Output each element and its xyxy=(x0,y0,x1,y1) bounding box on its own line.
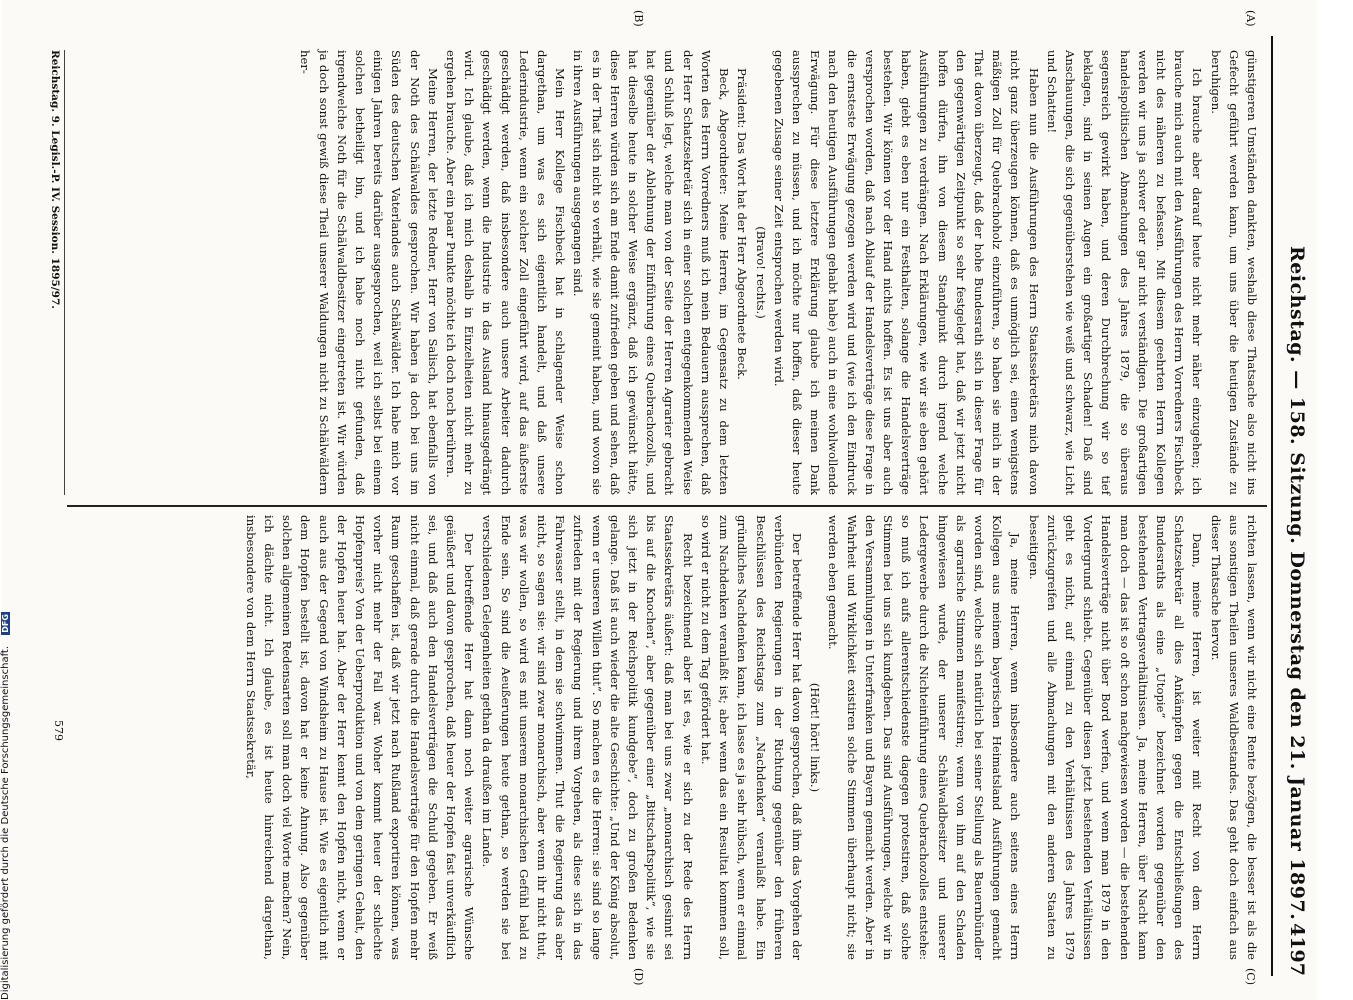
page-header-number: 4197 xyxy=(1286,923,1308,976)
column-divider xyxy=(67,505,1267,507)
left-column xyxy=(296,50,1261,495)
paragraph: Der betreffende Herr hat dann noch weiter agrarische Wünsche geäußert und davon gesprochen, daß heuer der Hopfen fast unverkäuflich sei, und daß auch den Handelsverträgen die Schuld gegeben. Er weiß nicht einmal, daß gerade durch die Handelsverträge für den Hopfen mehr Raum geschaffen ist, daß wir jetzt nach Rußland exportiren können, was vorher nicht mehr der Fall war. Woher kommt heuer der schlechte Hopfenpreis? Von der Ueberproduktion und von dem geringen Gehalt, den der Hopfen heuer hat. Aber der Herr kennt den Hopfen nicht, wenn er auch aus der Gegend von Windsheim zu Hause ist. Wie es eigentlich mit dem Hopfen bestellt ist, davon hat er keine Ahnung. Also gegenüber solchen allgemeinen Redensarten soll man doch viel Worte machen? Nein, ich dächte nicht. Ich glaube, es ist heute hinreichend dargethan, insbesondere von dem Herrn Staatssekretär, xyxy=(243,515,477,960)
footnote: Reichstag. 9. Legisl.-P. IV. Session. 1895/97. xyxy=(49,50,65,495)
scanned-page xyxy=(2,0,1317,1000)
paragraph: Ja, meine Herren, wenn insbesondere auch seitens eines Herrn Kollegen aus meinem bayerischen Heimatsland Ausführungen gemacht worden sind, welche sich natürlich bei seiner Stellung als Bauernbündler als agrarische Stimmen manifestiren; wenn von ihm auf den Schaden hingewiesen wurde, der unserer Schälwaldbesitzer und unserer Ledergewerbe durch die Nichteinführung eines Quebrachozolles entstehe: so muß ich aufs allerentschiedenste dagegen protestiren, daß solche Stimmen bei uns sich kundgeben. Das sind Ausführungen, welche wir in den Versammlungen in Unterfranken und Bayern gemacht werden. Aber in Wahrheit und Wirklichkeit existiren solche Stimmen überhaupt nicht; sie werden eben gemacht. xyxy=(826,515,1023,960)
paragraph: günstigeren Umständen dankten, weshalb diese Thatsache also nicht ins Gefecht geführt werden kann, um uns über die heutigen Zustände zu beruhigen. xyxy=(1208,50,1259,495)
paragraph: richten lassen, wenn wir nicht eine Rente bezögen, die besser ist als die aus sonstigen Theilen unseres Waldbestandes. Das geht doch einfach aus dieser Thatsache hervor. xyxy=(1208,515,1259,960)
paragraph: Der betreffende Herr hat davon gesprochen, daß ihm das Vorgehen der verbündeten Regierungen in der Richtung gegenüber den früheren Beschlüssen des Reichstags zum „Nachdenken“ veranlaßt habe. Ein gründliches Nachdenken kann, ich lasse es ja sehr hübsch, wenn er einmal zum Nachdenken veranlaßt ist; aber wenn das ein Resultat kommen soll, so wird er nicht zu dem Tag gefördert hat. xyxy=(698,515,804,960)
paragraph: Meine Herren, der letzte Redner, Herr von Salisch, hat ebenfalls von der Noth des Schälwaldes gesprochen. Wir haben ja doch bei uns im Süden des deutschen Vaterlandes auch Schälwälder. Ich habe mich vor einigen Jahren bereits darüber ausgesprochen, weil ich selbst bei einem solchen betheiligt bin, und ich habe noch nicht gefunden, daß irgendwelche Noth für die Schälwaldbesitzer eingetreten ist. Wir würden ja doch sonst gewiß diese Theil unserer Waldungen nicht zu Schälwäldern her- xyxy=(298,50,440,495)
paragraph: Ich brauche aber darauf heute nicht mehr näher einzugehen; ich brauche mich auch mit den Ausführungen des Herrn Vorredners Fischbeck nicht des näheren zu befassen. Mit diesem geehrten Herrn Kollegen werden wir uns ja schwer oder gar nicht verständigen. Die großartigen handelspolitischen Abmachungen des Jahres 1879, die so überaus segensreich gewirkt haben, und deren Durchbrechung wir so tief beklagen, sind in seinen Augen ein großartiger Schaden! Daß sind Anschauungen, die sich gegenüberstehen wie weiß und schwarz, wie Licht und Schatten! xyxy=(1044,50,1205,495)
dfg-logo-icon: DFG xyxy=(0,614,10,633)
digitization-credit xyxy=(0,0,14,1000)
margin-marker-b: (B) xyxy=(632,10,645,27)
interjection: (Hört! hört! links.) xyxy=(808,682,823,793)
paragraph: Präsident: Das Wort hat der Herr Abgeordnete Beck. xyxy=(735,68,750,380)
margin-marker-c: (C) xyxy=(1244,968,1257,985)
interjection: (Bravo! rechts.) xyxy=(753,226,768,319)
margin-marker-a: (A) xyxy=(1244,10,1257,27)
paragraph: Beck, Abgeordneter: Meine Herren, im Gegensatz zu dem letzten Worten des Herrn Vorredners muß ich mein Bedauern aussprechen, daß der Herr Schatzsekretär sich in einer solchen entgegenkommenden Weise und Schluß legt, welche man von der Seite der Herren Agrarier gebracht hat gegenüber der Ablehnung der Einführung eines Quebrachozolls, und hat dieselbe heute in solcher Weise ergänzt, daß ich gewünscht hätte, diese Herren würden sich am Ende damit zufrieden geben und sehen, daß es in der That sich nicht so verhält, wie sie gemeint haben, und wovon sie in ihren Ausführungen ausgegangen sind. xyxy=(571,50,732,495)
bottom-page-number: 579 xyxy=(52,720,65,741)
paragraph: Mein Herr Kollege Fischbeck hat in schlagender Weise schon dargethan, um was es sich eigentlich handelt, und daß unsere Lederindustrie, wenn ein solcher Zoll eingeführt wird, auf das äußerste geschädigt werden, daß insbesondere auch unsere Arbeiter dadurch geschädigt werden, wenn die Industrie in das Ausland hinausgedrängt wird. Ich glaube, daß ich mich deshalb in Einzelheiten nicht mehr zu ergehen brauche. Aber ein paar Punkte möchte ich doch noch berühren. xyxy=(444,50,568,495)
right-column xyxy=(242,515,1261,960)
page-header-title: Reichstag. — 158. Sitzung. Donnerstag den 21. Januar 1897. xyxy=(1286,246,1308,921)
paragraph: Dann, meine Herren, ist weiter mit Recht von dem Herrn Schatzsekretär all dies Ankämpfen gegen die Entschließungen des Bundesraths als eine „Utopie“ bezeichnet worden gegenüber den bestehenden Vertragsverhältnissen. Ja, meine Herren, über Nacht kann man doch — das ist so oft schon nachgewiesen worden — die bestehenden Handelsverträge nicht über Bord werfen, und wenn man 1879 in den Vordergrund schiebt. Gegenüber diesen jetzt bestehenden Verhältnissen geht es nicht, auf einmal zu den Verhältnissen des Jahres 1879 zurückzugreifen und alle Abmachungen mit den anderen Staaten zu beseitigen. xyxy=(1026,515,1205,960)
margin-marker-d: (D) xyxy=(632,968,645,986)
page-header xyxy=(1271,36,1317,976)
paragraph: Recht bezeichnend aber ist es, wie er sich zu der Rede des Herrn Staatssekretärs äußert: daß man bei uns zwar „monarchisch gesinnt sei bis auf die Knochen“, aber gegenüber einer „Bittschaftspolitik“, wie sie sich jetzt in der Reichspolitik kundgebe“, doch zu großen Bedenken gelange. Daß ist auch wieder die alte Geschichte: „Und der König absolut, wenn er unseren Willen thut“. So machen es die Herren: sie sind so lange zufrieden mit der Regierung und ihrem Vorgehen, als diese sich in das Fahrwasser stellt, in dem sie schwimmen. Thut die Regierung das aber nicht, so sagen sie: wir sind zwar monarchisch, aber wenn ihr nicht thut, was wir wollen, so wird es mit unserem monarchischen Gefühl bald zu Ende sein. So sind die Aeußerungen heute gethan, so werden sie bei verschiedenen Gelegenheiten gethan da draußen im Lande. xyxy=(480,515,695,960)
paragraph: Haben nun die Ausführungen des Herrn Staatssekretärs mich davon nicht ganz überzeugen können, daß es unmöglich sei, einen wenigstens mäßigen Zoll für Quebrachoholz einzuführen, so haben sie mich in der That davon überzeugt, daß der hohe Bundesrath sich in dieser Frage für den gegenwärtigen Zeitpunkt so sehr festgelegt hat, daß wir jetzt nicht hoffen dürfen, ihn von diesem Standpunkt durch irgend welche Ausführungen zu verdrängen. Nach Erklärungen, wie wir sie eben gehört haben, giebt es eben nur ein Festhalten, solange die Handelsverträge bestehen. Wir können vor der Hand nichts hoffen. Es ist uns aber auch versprochen worden, daß nach Ablauf der Handelsverträge diese Frage in die ernsteste Erwägung gezogen werden wird und (wie ich den Eindruck nach den heutigen Ausführungen gehabt habe) auch in eine wohlwollende Erwägung. Für diese letztere Erklärung glaube ich meinen Dank aussprechen zu müssen, und ich möchte nur hoffen, daß dieser heute gegebenen Zusage seiner Zeit entsprochen werden wird. xyxy=(771,50,1041,495)
credit-text: Digitalisierung gefördert durch die Deutsche Forschungsgemeinschaft. xyxy=(0,645,11,1000)
